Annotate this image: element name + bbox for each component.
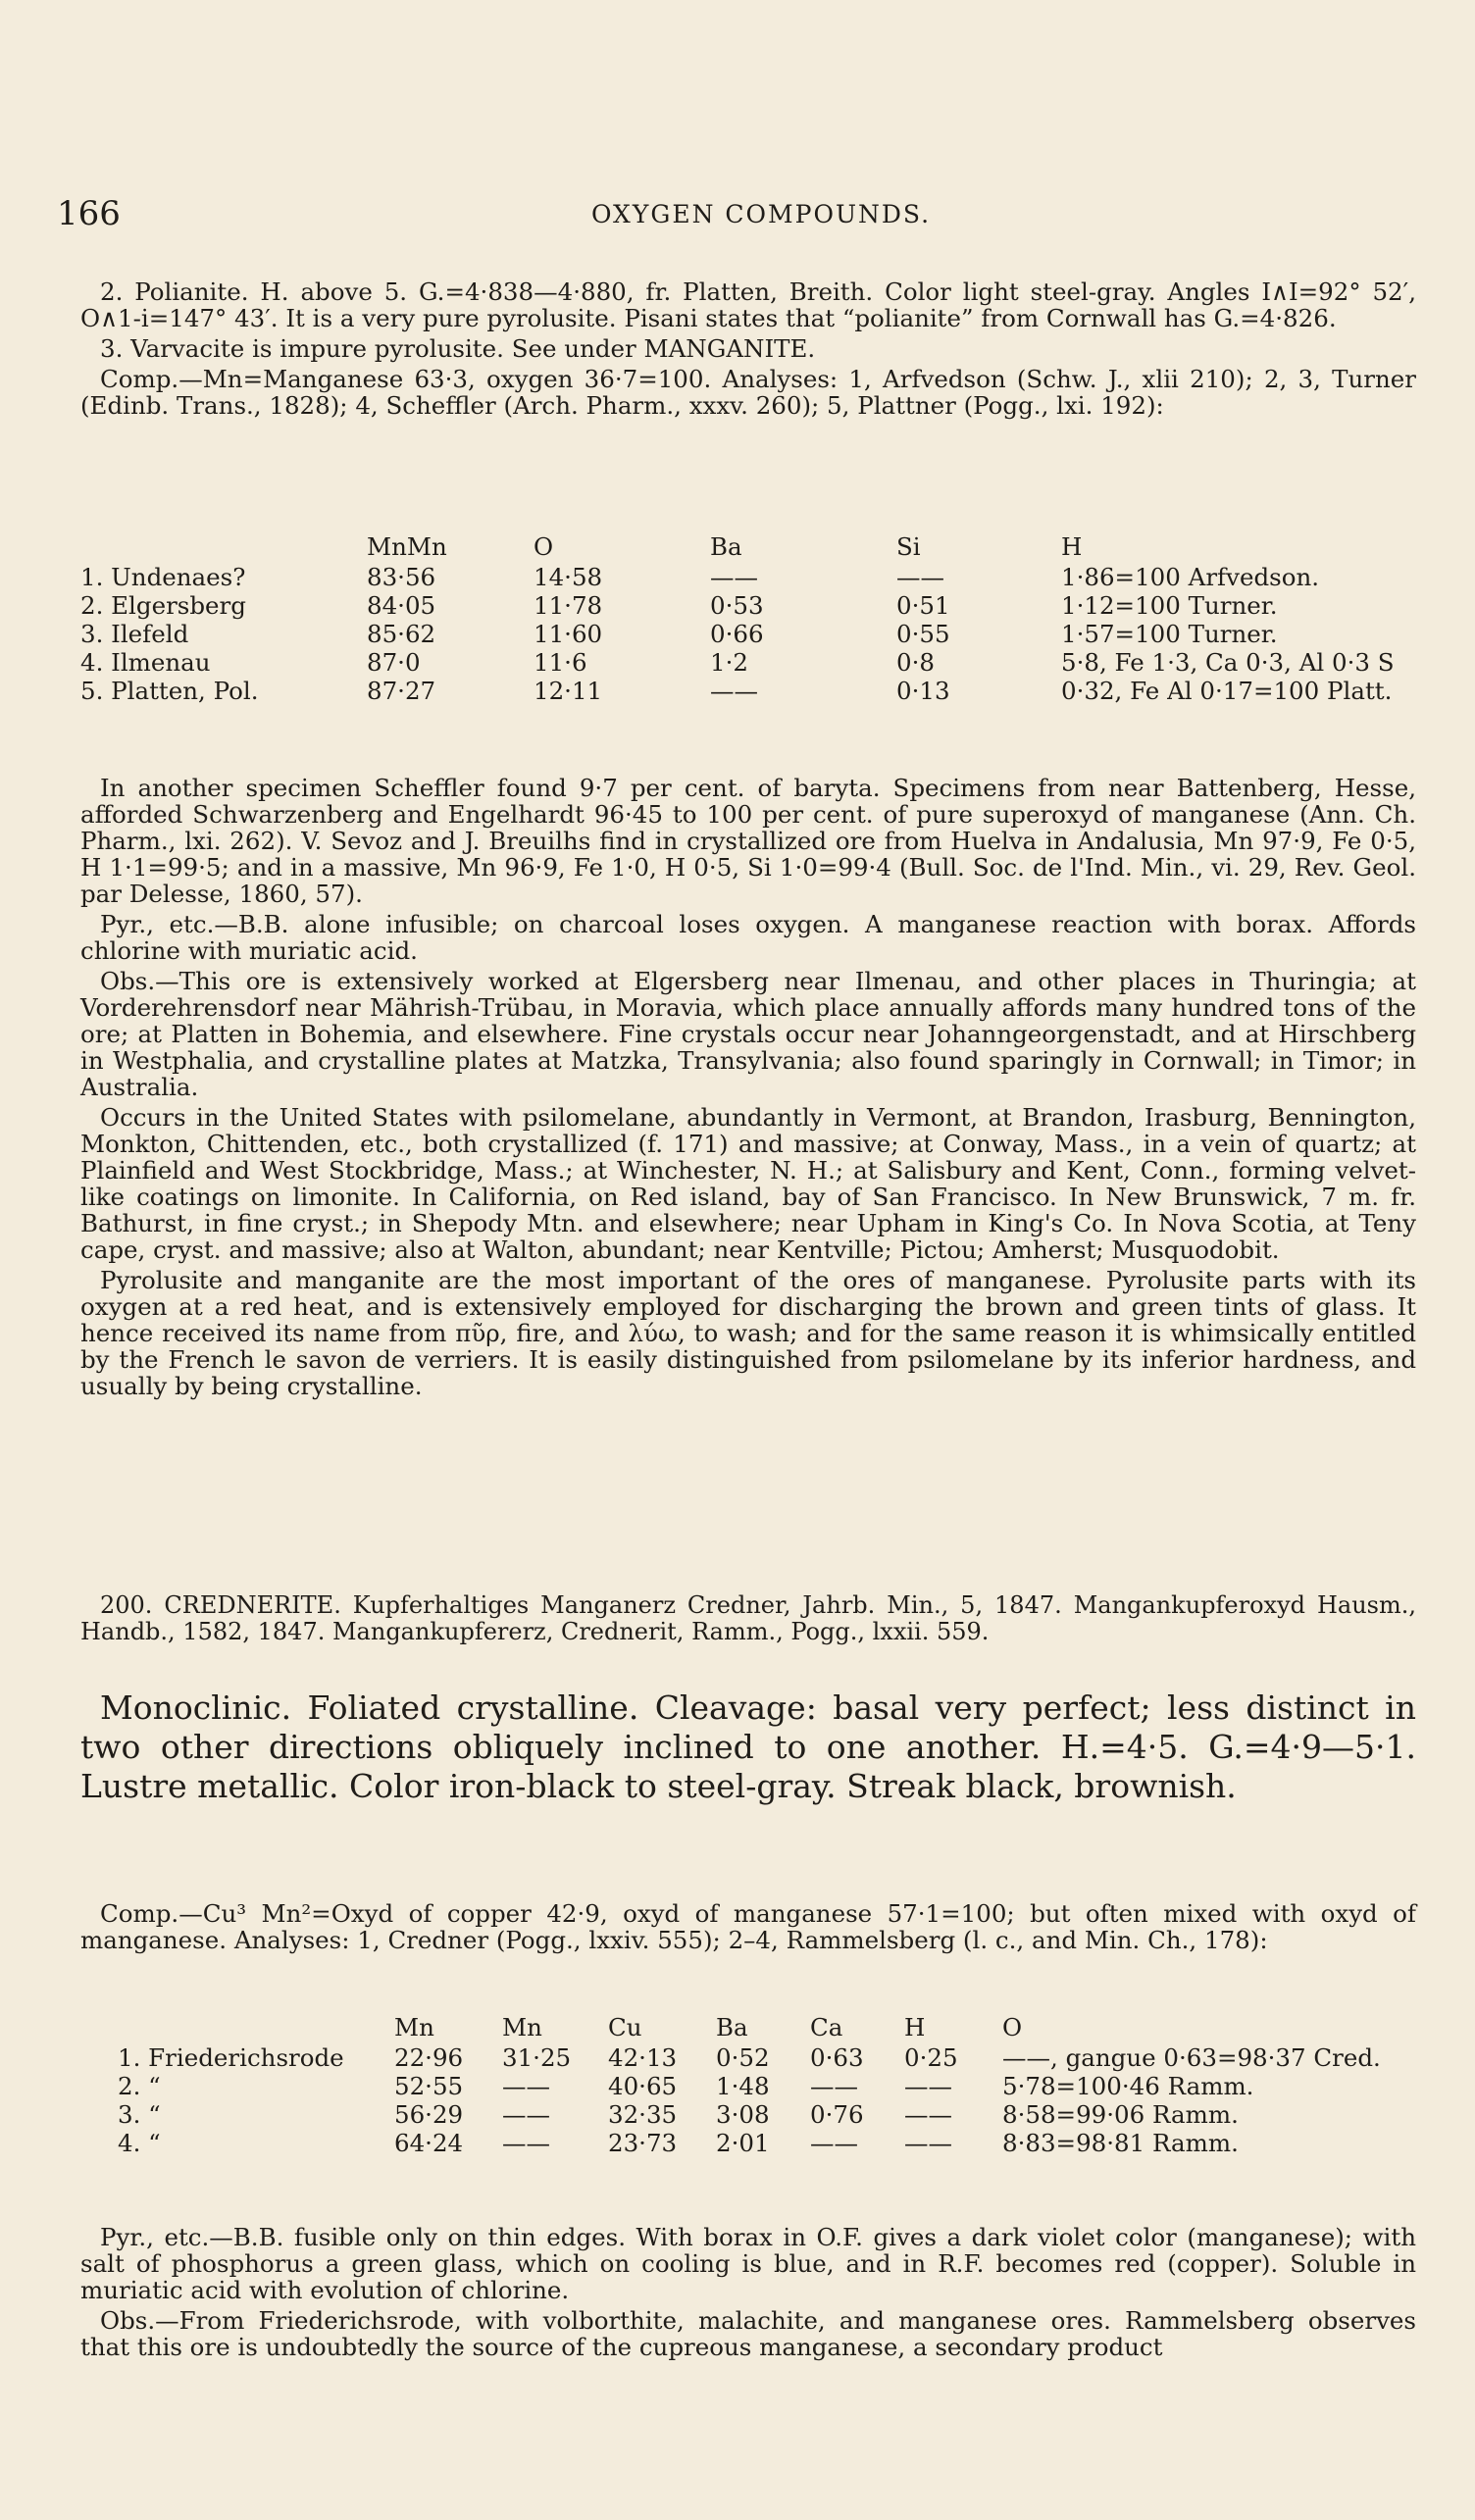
- value-cell: ——: [502, 2100, 550, 2129]
- pyrolusite-analyses-table: [80, 529, 1414, 705]
- header-cell: Ba: [716, 2012, 748, 2041]
- value-cell: 1·86=100 Arfvedson.: [1061, 563, 1320, 591]
- value-cell: 14·58: [534, 563, 603, 591]
- value-cell: ——: [710, 563, 758, 591]
- table-row: [118, 2100, 1422, 2129]
- crednerite-heading: 200. CREDNERITE. Kupferhaltiges Manganerz Credner, Jahrb. Min., 5, 1847. Mangankupferoxyd Hausm., Handb., 1582, 1847. Mangankupfererz, Crednerit, Ramm., Pogg., lxxii. 559.: [80, 1591, 1416, 1645]
- crednerite-composition: Comp.—Cu³ Mn²=Oxyd of copper 42·9, oxyd of manganese 57·1=100; but often mixed with oxyd of manganese. Analyses: 1, Credner (Pogg., lxxiv. 555); 2–4, Rammelsberg (l. c., and Min. Ch., 178):: [80, 1899, 1416, 1954]
- value-cell: 87·0: [367, 648, 421, 677]
- value-cell: 31·25: [502, 2043, 572, 2072]
- value-cell: 1·2: [710, 648, 748, 677]
- varvacite-paragraph: 3. Varvacite is impure pyrolusite. See under MANGANITE.: [100, 334, 816, 363]
- table-header-row: [118, 2010, 1422, 2043]
- value-cell: 11·6: [534, 648, 587, 677]
- us-occurrence-paragraph: Occurs in the United States with psilomelane, abundantly in Vermont, at Brandon, Irasburg, Bennington, Monkton, Chittenden, etc., both crystallized (f. 171) and massive; at Conway, Mass., in a vein of quartz; at Plainfield and West Stockbridge, Mass.; at Winchester, N. H.; at Salisbury and Kent, Conn., forming velvet-like coatings on limonite. In California, on Red island, bay of San Francisco. In New Brunswick, 7 m. fr. Bathurst, in fine cryst.; in Shepody Mtn. and elsewhere; near Upham in King's Co. In Nova Scotia, at Teny cape, cryst. and massive; also at Walton, abundant; near Kentville; Pictou; Amherst; Musquodobit.: [80, 1103, 1416, 1264]
- header-cell: H: [904, 2012, 926, 2041]
- obs-paragraph: Obs.—This ore is extensively worked at Elgersberg near Ilmenau, and other places in Thuringia; at Vorderehrensdorf near Mährish-Trübau, in Moravia, which place annually affords many hundred tons of the ore; at Platten in Bohemia, and elsewhere. Fine crystals occur near Johanngeorgenstadt, and at Hirschberg in Westphalia, and crystalline plates at Matzka, Transylvania; also found sparingly in Cornwall; in Timor; in Australia.: [80, 967, 1416, 1101]
- crednerite-description-block: [80, 1688, 1416, 1806]
- crednerite-pyr-paragraph: Pyr., etc.—B.B. fusible only on thin edges. With borax in O.F. gives a dark violet color (manganese); with salt of phosphorus a green glass, which on cooling is blue, and in R.F. becomes red (copper). Soluble in muriatic acid with evolution of chlorine.: [80, 2223, 1416, 2304]
- pyr-paragraph: Pyr., etc.—B.B. alone infusible; on charcoal loses oxygen. A manganese reaction with borax. Affords chlorine with muriatic acid.: [80, 910, 1416, 965]
- value-cell: 5·78=100·46 Ramm.: [1002, 2072, 1254, 2100]
- value-cell: ——: [904, 2129, 952, 2157]
- table-row: [118, 2072, 1422, 2100]
- value-cell: 0·53: [710, 591, 764, 620]
- locality-cell: 5. Platten, Pol.: [80, 677, 259, 705]
- header-cell: [80, 529, 367, 563]
- value-cell: 64·24: [394, 2129, 464, 2157]
- value-cell: 0·8: [896, 648, 935, 677]
- locality-cell: 1. Friederichsrode: [118, 2043, 344, 2072]
- value-cell: 2·01: [716, 2129, 770, 2157]
- table-row: [80, 677, 1414, 705]
- value-cell: ——: [810, 2129, 858, 2157]
- analysis-table-2: [118, 2010, 1422, 2157]
- value-cell: 3·08: [716, 2100, 770, 2129]
- value-cell: 0·25: [904, 2043, 958, 2072]
- value-cell: 0·32, Fe Al 0·17=100 Platt.: [1061, 677, 1393, 705]
- page-number: 166: [57, 194, 121, 233]
- value-cell: 8·58=99·06 Ramm.: [1002, 2100, 1239, 2129]
- value-cell: 0·55: [896, 620, 950, 648]
- value-cell: 0·63: [810, 2043, 864, 2072]
- composition-paragraph: Comp.—Mn=Manganese 63·3, oxygen 36·7=100. Analyses: 1, Arfvedson (Schw. J., xlii 210); 2, 3, Turner (Edinb. Trans., 1828); 4, Scheffler (Arch. Pharm., xxxv. 260); 5, Plattner (Pogg., lxi. 192):: [80, 365, 1416, 420]
- table-row: [80, 563, 1414, 591]
- locality-cell: 2. “: [118, 2072, 161, 2100]
- value-cell: ——: [904, 2100, 952, 2129]
- header-cell: O: [534, 531, 554, 561]
- header-cell: MnMn: [367, 531, 447, 561]
- polianite-paragraph: 2. Polianite. H. above 5. G.=4·838—4·880, fr. Platten, Breith. Color light steel-gray. Angles I∧I=92° 52′, O∧1-i=147° 43′. It is a very pure pyrolusite. Pisani states that “polianite” from Cornwall has G.=4·826.: [80, 277, 1416, 332]
- value-cell: 42·13: [608, 2043, 678, 2072]
- value-cell: 11·78: [534, 591, 603, 620]
- value-cell: ——: [502, 2072, 550, 2100]
- header-cell: Mn: [394, 2012, 434, 2041]
- header-cell: O: [1002, 2012, 1023, 2041]
- intro-block: [80, 278, 1416, 423]
- value-cell: 84·05: [367, 591, 436, 620]
- value-cell: 87·27: [367, 677, 436, 705]
- crednerite-analyses-table: [118, 2010, 1422, 2157]
- value-cell: 32·35: [608, 2100, 678, 2129]
- crednerite-comp-block: [80, 1900, 1416, 1957]
- crednerite-heading-block: [80, 1592, 1416, 1649]
- header-cell: H: [1061, 531, 1083, 561]
- header-cell: Cu: [608, 2012, 642, 2041]
- value-cell: 0·76: [810, 2100, 864, 2129]
- crednerite-description: Monoclinic. Foliated crystalline. Cleavage: basal very perfect; less distinct in two other directions obliquely inclined to one another. H.=4·5. G.=4·9—5·1. Lustre metallic. Color iron-black to steel-gray. Streak black, brownish.: [80, 1688, 1416, 1805]
- value-cell: ——, gangue 0·63=98·37 Cred.: [1002, 2043, 1381, 2072]
- value-cell: 56·29: [394, 2100, 464, 2129]
- table-row: [80, 591, 1414, 620]
- header-cell: Ba: [710, 531, 742, 561]
- value-cell: ——: [502, 2129, 550, 2157]
- running-title: OXYGEN COMPOUNDS.: [591, 200, 932, 228]
- value-cell: 0·52: [716, 2043, 770, 2072]
- value-cell: ——: [904, 2072, 952, 2100]
- value-cell: ——: [710, 677, 758, 705]
- table-row: [118, 2043, 1422, 2072]
- body-block: [80, 775, 1416, 1403]
- locality-cell: 4. “: [118, 2129, 161, 2157]
- value-cell: ——: [810, 2072, 858, 2100]
- value-cell: 22·96: [394, 2043, 464, 2072]
- value-cell: 0·51: [896, 591, 950, 620]
- page-header: [57, 194, 1420, 233]
- locality-cell: 1. Undenaes?: [80, 563, 246, 591]
- value-cell: 1·12=100 Turner.: [1061, 591, 1278, 620]
- uses-paragraph: Pyrolusite and manganite are the most important of the ores of manganese. Pyrolusite parts with its oxygen at a red heat, and is extensively employed for discharging the brown and green tints of glass. It hence received its name from πῦρ, fire, and λύω, to wash; and for the same reason it is whimsically entitled by the French le savon de verriers. It is easily distinguished from psilomelane by its inferior hardness, and usually by being crystalline.: [80, 1266, 1416, 1400]
- closing-block: [80, 2224, 1416, 2364]
- locality-cell: 4. Ilmenau: [80, 648, 211, 677]
- value-cell: 0·66: [710, 620, 764, 648]
- table-row: [118, 2129, 1422, 2157]
- value-cell: 85·62: [367, 620, 436, 648]
- value-cell: 83·56: [367, 563, 436, 591]
- table-row: [80, 648, 1414, 677]
- value-cell: 1·48: [716, 2072, 770, 2100]
- table-header-row: [80, 529, 1414, 563]
- locality-cell: 2. Elgersberg: [80, 591, 246, 620]
- value-cell: 52·55: [394, 2072, 464, 2100]
- table-row: [80, 620, 1414, 648]
- scheffler-paragraph: In another specimen Scheffler found 9·7 per cent. of baryta. Specimens from near Battenberg, Hesse, afforded Schwarzenberg and Engelhardt 96·45 to 100 per cent. of pure superoxyd of manganese (Ann. Ch. Pharm., lxi. 262). V. Sevoz and J. Breuilhs find in crystallized ore from Huelva in Andalusia, Mn 97·9, Fe 0·5, H 1·1=99·5; and in a massive, Mn 96·9, Fe 1·0, H 0·5, Si 1·0=99·4 (Bull. Soc. de l'Ind. Min., vi. 29, Rev. Geol. par Delesse, 1860, 57).: [80, 774, 1416, 908]
- value-cell: 1·57=100 Turner.: [1061, 620, 1278, 648]
- value-cell: 8·83=98·81 Ramm.: [1002, 2129, 1239, 2157]
- value-cell: 40·65: [608, 2072, 678, 2100]
- locality-cell: 3. “: [118, 2100, 161, 2129]
- header-cell: Si: [896, 531, 921, 561]
- value-cell: 12·11: [534, 677, 603, 705]
- header-cell: Mn: [502, 2012, 542, 2041]
- header-cell: [118, 2010, 394, 2043]
- value-cell: 5·8, Fe 1·3, Ca 0·3, Al 0·3 S: [1061, 648, 1395, 677]
- crednerite-obs-paragraph: Obs.—From Friederichsrode, with volborthite, malachite, and manganese ores. Rammelsberg observes that this ore is undoubtedly the source of the cupreous manganese, a secondary product: [80, 2306, 1416, 2361]
- locality-cell: 3. Ilefeld: [80, 620, 189, 648]
- value-cell: 0·13: [896, 677, 950, 705]
- analysis-table-1: [80, 529, 1416, 705]
- value-cell: 23·73: [608, 2129, 678, 2157]
- value-cell: 11·60: [534, 620, 603, 648]
- header-cell: Ca: [810, 2012, 843, 2041]
- value-cell: ——: [896, 563, 944, 591]
